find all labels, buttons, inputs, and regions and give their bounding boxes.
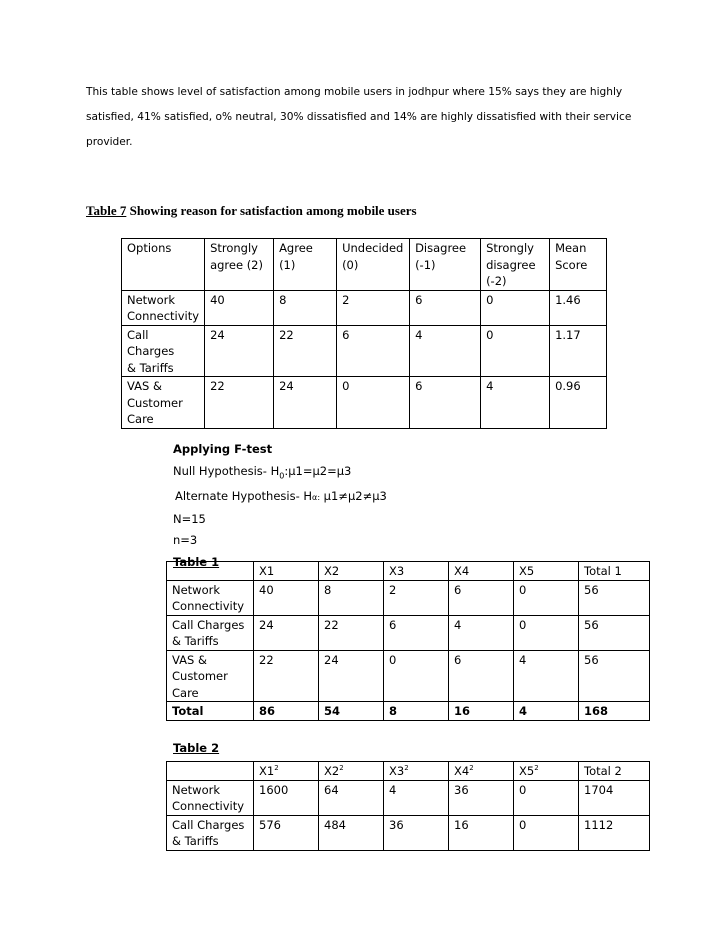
value-cell [550,377,607,429]
total-value-cell: 54 [319,702,384,721]
cell-line: 22 [259,652,274,667]
ftest-heading: Applying F-test [173,442,273,456]
value-cell [410,325,481,377]
intro-line: satisfied, 41% satisfied, o% neutral, 30% dissatisfied and 14% are highly dissatisfied with their service [86,111,632,123]
cell-line: Strongly [210,241,258,255]
cell-line: & Tariffs [172,834,219,848]
cell-line: 24 [324,652,339,667]
value-cell [579,615,650,650]
table-row [122,290,607,325]
value-cell [274,377,337,429]
intro-line: provider. [86,136,133,148]
total-value-cell: 8 [384,702,449,721]
value-cell [410,377,481,429]
cell-line: 64 [324,782,339,797]
cell-line: Network [172,782,221,797]
ftest-block [173,439,387,573]
intro-line: This table shows level of satisfaction among mobile users in jodhpur where 15% says they are highly [86,86,623,98]
table-header-row [167,562,650,581]
value-cell [274,325,337,377]
value-cell [319,780,384,815]
value-cell [449,780,514,815]
header-cell [481,239,550,291]
value-cell [254,780,319,815]
row-label-cell [122,377,205,429]
header-cell [167,562,254,581]
value-cell [337,290,410,325]
cell-line: 22 [210,379,225,393]
cell-line: 56 [584,652,599,667]
total-value-cell: 168 [579,702,650,721]
cell-line: 576 [259,817,281,832]
value-cell [579,650,650,702]
cell-line: Connectivity [172,799,245,813]
cell-line: 24 [279,379,294,393]
value-cell [384,580,449,615]
table-row [167,615,650,650]
table-row [167,815,650,850]
cell-line: 36 [389,817,404,832]
cell-line: (0) [342,257,359,272]
cell-line: 8 [324,582,332,597]
table7 [121,238,607,429]
header-base: Total 2 [584,764,622,778]
cell-line: 40 [259,582,274,597]
header-cell: X5 [514,562,579,581]
cell-line: Call Charges [172,617,245,632]
cell-line: 6 [454,652,462,667]
cell-line: 0 [519,782,527,797]
cell-line: Score [555,257,588,272]
header-cell: X2 [319,562,384,581]
header-cell [550,239,607,291]
total-label-cell: Total [167,702,254,721]
value-cell [449,650,514,702]
cell-line: Connectivity [172,599,245,613]
cell-line: 0 [519,582,527,597]
cell-line: Customer [172,669,228,683]
cell-line: 484 [324,817,346,832]
value-cell [384,815,449,850]
value-cell [579,780,650,815]
table1-label: Table 1 [173,554,220,569]
header-cell [167,762,254,781]
value-cell [384,650,449,702]
header-cell [205,239,274,291]
table7-number: Table 7 [86,203,127,218]
value-cell [337,377,410,429]
header-cell [410,239,481,291]
value-cell [481,377,550,429]
cell-line: 56 [584,582,599,597]
value-cell [481,325,550,377]
cell-line: 1704 [584,782,614,797]
value-cell [254,580,319,615]
cell-line: 0 [486,327,494,342]
table-row [167,580,650,615]
intro-paragraph [86,80,644,155]
value-cell [550,290,607,325]
row-label-cell [167,580,254,615]
cell-line: Network [172,582,221,597]
value-cell [254,650,319,702]
cell-line: 2 [342,292,350,307]
value-cell [384,615,449,650]
value-cell [319,650,384,702]
cell-line: (-2) [486,274,507,288]
value-cell [514,650,579,702]
header-cell [384,762,449,781]
header-base: X5 [519,764,535,778]
row-label-cell [167,780,254,815]
header-superscript: 2 [534,764,539,773]
cell-line: 36 [454,782,469,797]
cell-line: Call Charges [127,327,175,358]
value-cell [205,290,274,325]
header-superscript: 2 [339,764,344,773]
cell-line: Call Charges [172,817,245,832]
header-cell [337,239,410,291]
cell-line: & Tariffs [127,360,174,375]
table1 [166,561,650,721]
value-cell [514,780,579,815]
alternate-hypothesis: Alternate Hypothesis- Hα: µ1≠µ2≠µ3 [175,489,387,504]
cell-line: disagree [486,257,536,272]
table1-body [167,562,650,721]
header-base: X3 [389,764,405,778]
cell-line: 6 [415,292,423,307]
total-row [167,702,650,721]
cell-line: 0 [389,652,397,667]
cell-line: 0 [519,817,527,832]
table2-body [167,762,650,851]
value-cell [514,815,579,850]
cell-line: 4 [486,379,494,393]
total-value-cell: 16 [449,702,514,721]
cell-line: 56 [584,617,599,632]
cell-line: 4 [389,782,397,797]
header-cell [449,762,514,781]
null-hypothesis: Null Hypothesis- $H_0:\mu 1=\mu 2=\mu 3$ [173,463,352,480]
cell-line: 22 [279,327,294,342]
value-cell [319,580,384,615]
cell-line: 40 [210,292,225,307]
value-cell [514,615,579,650]
table-row [122,377,607,429]
cell-line: 16 [454,817,469,832]
cell-line: 0 [486,292,494,307]
cell-line: 24 [210,327,225,342]
value-cell [550,325,607,377]
header-base: X1 [259,764,275,778]
table-row [167,780,650,815]
value-cell [481,290,550,325]
value-cell [449,615,514,650]
cell-line: (1) [279,257,296,272]
cell-line: Network [127,292,176,307]
table2-label: Table 2 [173,741,220,755]
cell-line: Care [127,412,154,426]
header-cell [514,762,579,781]
table-header-row [122,239,607,291]
cell-line: agree (2) [210,257,263,272]
cell-line: 2 [389,582,397,597]
header-cell [579,762,650,781]
header-cell [254,762,319,781]
cell-line: 4 [454,617,462,632]
header-cell [319,762,384,781]
cell-line: 8 [279,292,287,307]
cell-line: 6 [415,379,423,393]
value-cell [337,325,410,377]
value-cell [319,815,384,850]
header-cell: X3 [384,562,449,581]
table-row [167,650,650,702]
row-label-cell [167,815,254,850]
cell-line: Strongly [486,241,534,255]
table-header-row [167,762,650,781]
value-cell [254,815,319,850]
value-cell [384,780,449,815]
cell-line: 0 [519,617,527,632]
header-base: X4 [454,764,470,778]
value-cell [410,290,481,325]
header-superscript: 2 [274,764,279,773]
cell-line: 4 [415,327,423,342]
cell-line: VAS & [127,379,162,393]
value-cell [205,325,274,377]
header-cell: X4 [449,562,514,581]
total-value-cell: 4 [514,702,579,721]
table7-caption [86,203,417,219]
value-cell [205,377,274,429]
big-n: N=15 [173,511,206,526]
cell-line: & Tariffs [172,634,219,648]
cell-line: 6 [342,327,350,342]
cell-line: 4 [519,652,527,667]
cell-line: Mean [555,241,587,255]
header-cell: Total 1 [579,562,650,581]
cell-line: 1.17 [555,327,581,342]
value-cell [319,615,384,650]
cell-line: Options [127,241,172,255]
table-row [122,325,607,377]
table2 [166,761,650,851]
cell-line: Connectivity [127,309,200,323]
cell-line: Undecided [342,241,404,255]
header-cell: X1 [254,562,319,581]
cell-line: 0.96 [555,379,581,393]
cell-line: Care [172,685,199,700]
cell-line: 1600 [259,782,289,797]
cell-line: 6 [454,582,462,597]
value-cell [274,290,337,325]
cell-line: 6 [389,617,397,632]
cell-line: Customer [127,395,183,410]
header-superscript: 2 [404,764,409,773]
cell-line: (-1) [415,257,436,272]
header-base: X2 [324,764,340,778]
value-cell [514,580,579,615]
row-label-cell [122,290,205,325]
value-cell [579,815,650,850]
total-value-cell: 86 [254,702,319,721]
table7-body [122,239,607,429]
cell-line: 0 [342,379,350,393]
table7-title: Showing reason for satisfaction among mobile users [126,203,417,218]
header-superscript: 2 [469,764,474,773]
cell-line: 1112 [584,817,614,832]
row-label-cell [122,325,205,377]
cell-line: VAS & [172,652,207,667]
cell-line: 24 [259,617,274,632]
value-cell [579,580,650,615]
cell-line: Agree [279,241,313,255]
value-cell [449,815,514,850]
cell-line: Disagree [415,241,467,255]
small-n: n=3 [173,533,198,548]
cell-line: 1.46 [555,292,581,307]
cell-line: 22 [324,617,339,632]
row-label-cell [167,650,254,702]
value-cell [254,615,319,650]
header-cell [274,239,337,291]
header-cell [122,239,205,291]
value-cell [449,580,514,615]
row-label-cell [167,615,254,650]
